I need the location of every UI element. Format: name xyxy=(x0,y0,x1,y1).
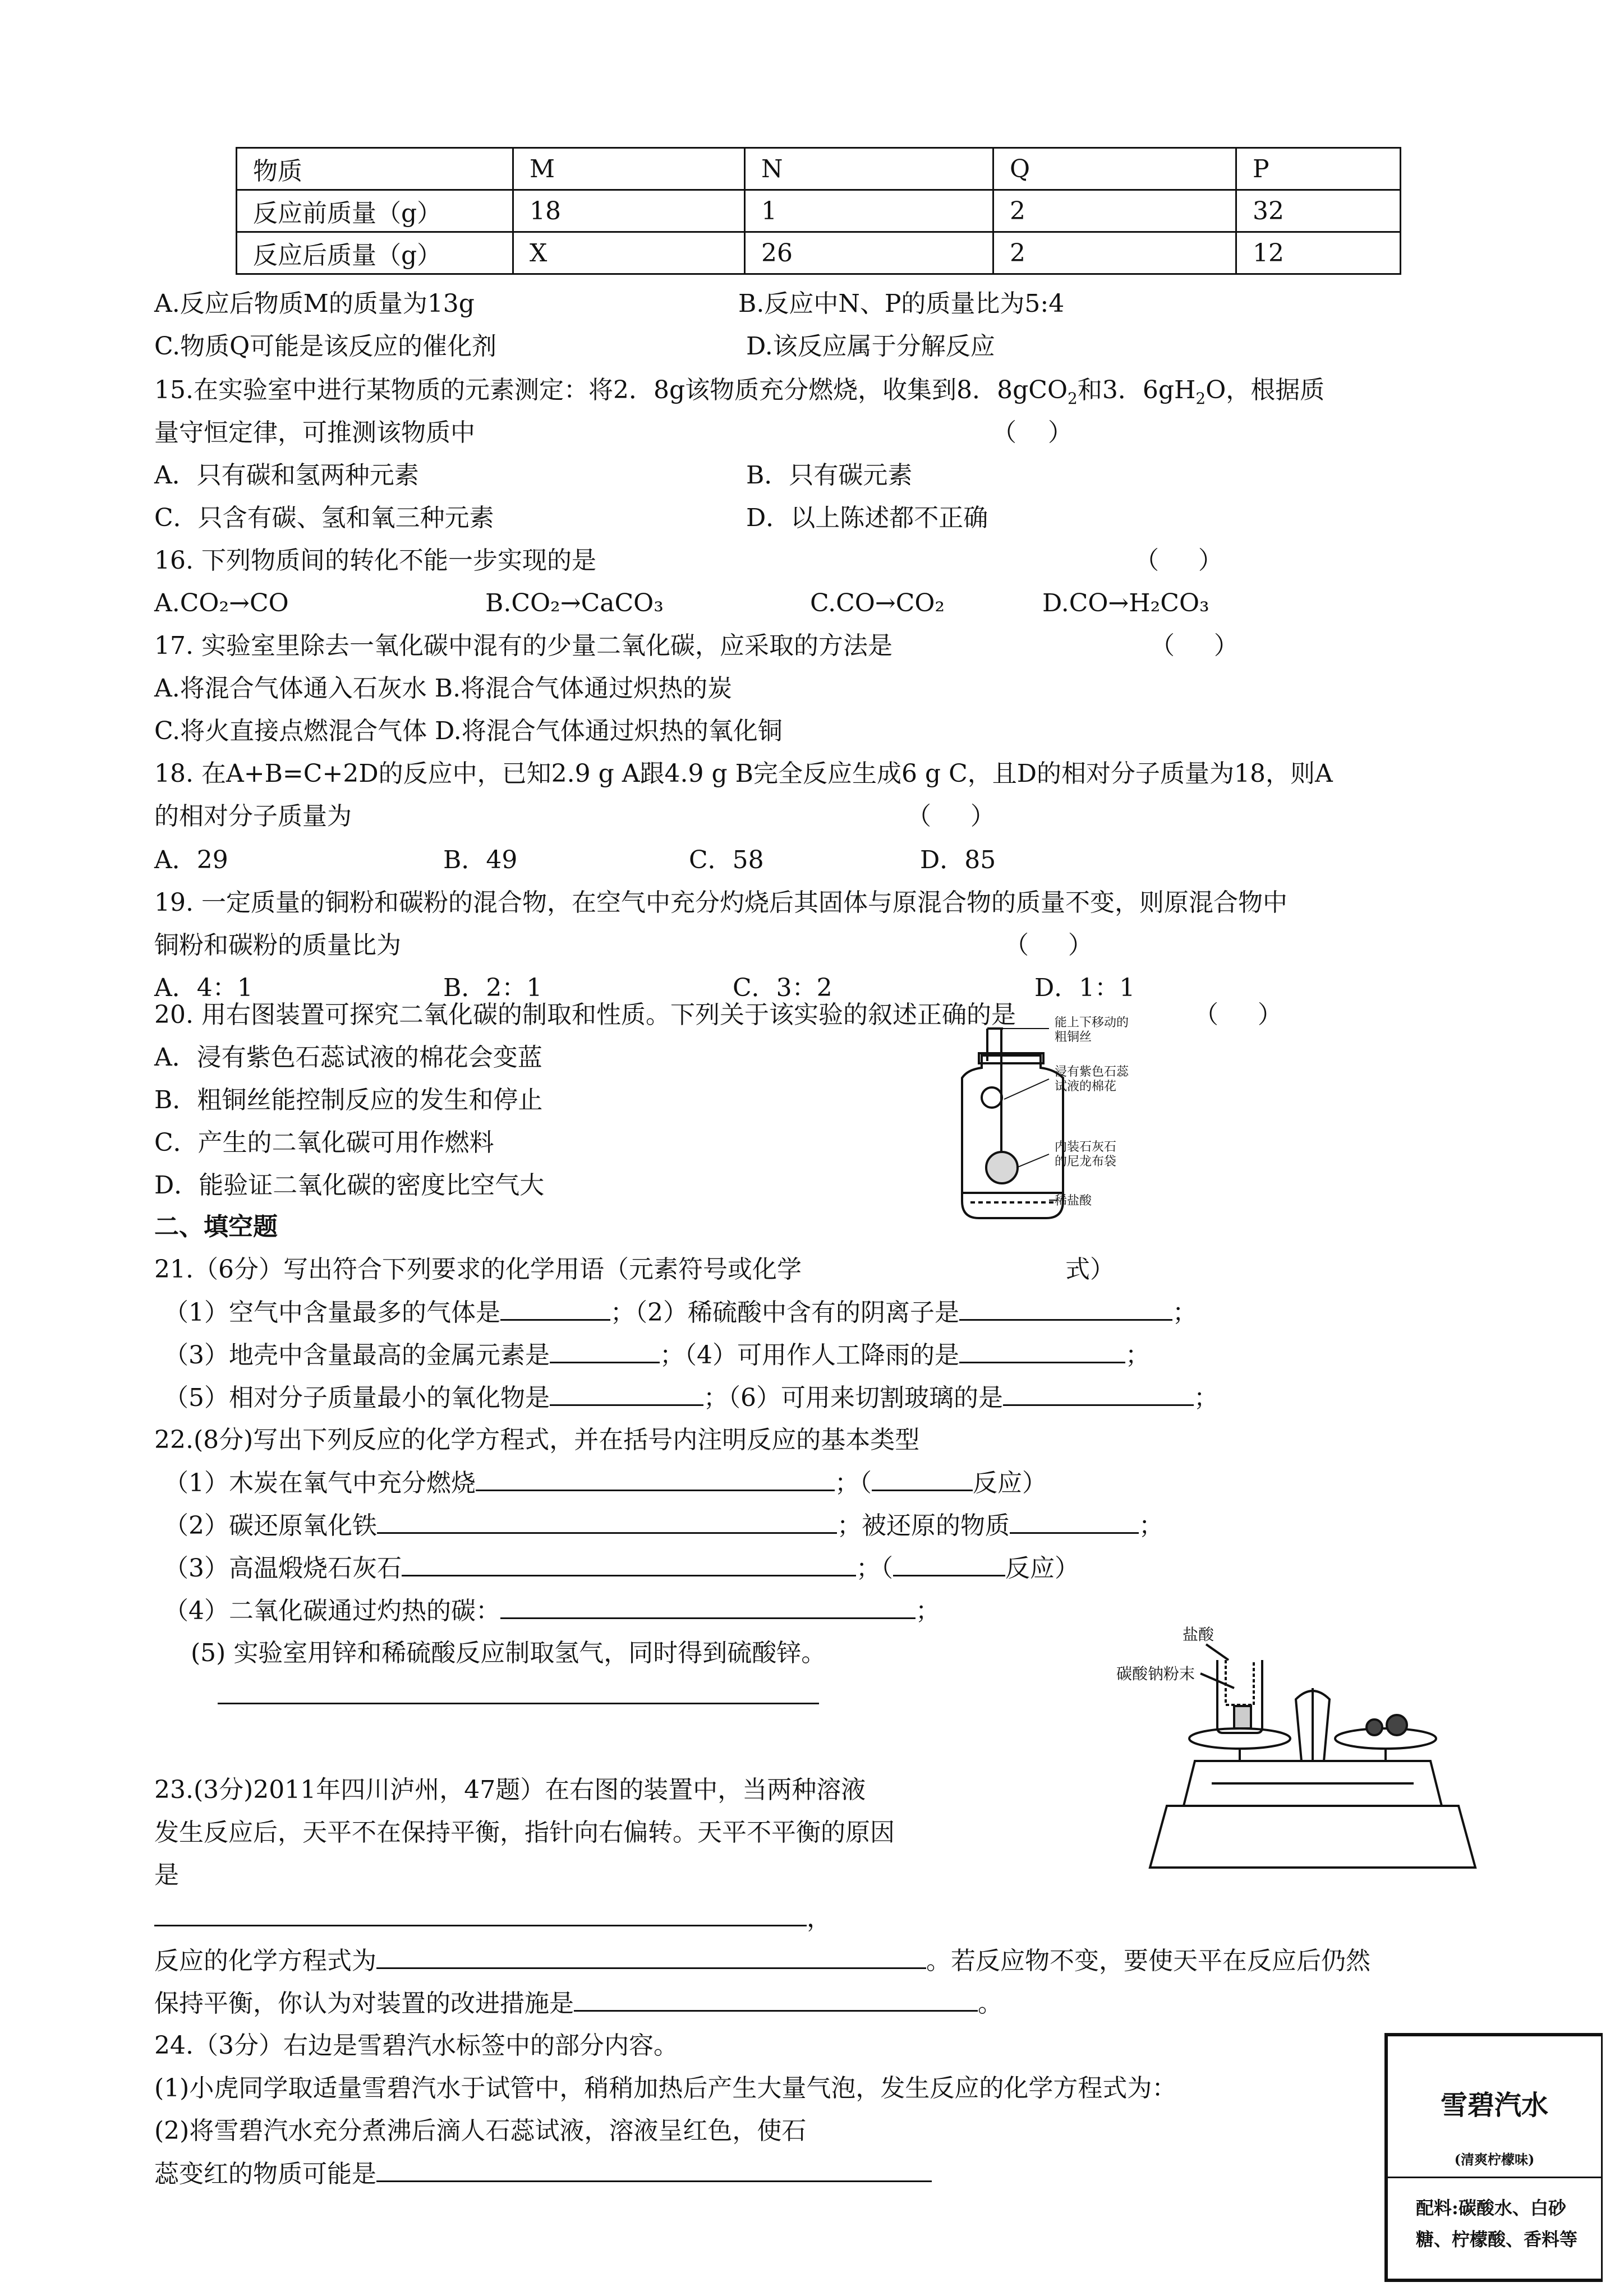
table-cell: 反应前质量（g） xyxy=(237,190,513,232)
table-cell: N xyxy=(745,148,993,190)
q14-option-d: D.该反应属于分解反应 xyxy=(746,332,995,361)
sprite-label-box xyxy=(1384,2033,1603,2282)
q14-option-c: C.物质Q可能是该反应的催化剂 xyxy=(154,332,497,361)
table-cell: 18 xyxy=(513,190,745,232)
q16-option-d: D.CO→H₂CO₃ xyxy=(1042,589,1209,617)
answer-blank[interactable] xyxy=(959,1297,1172,1321)
answer-blank[interactable] xyxy=(402,1552,856,1576)
answer-blank[interactable] xyxy=(500,1297,610,1321)
q23-line3: 是 xyxy=(154,1861,179,1889)
answer-blank[interactable] xyxy=(476,1467,835,1491)
q16-option-b: B.CO₂→CaCO₃ xyxy=(485,589,664,617)
q18-option-c: C．58 xyxy=(689,846,764,874)
q24-line1: 24.（3分）右边是雪碧汽水标签中的部分内容。 xyxy=(154,2031,678,2060)
fig-label: 内装石灰石 xyxy=(1055,1140,1117,1154)
q14-option-b: B.反应中N、P的质量比为5:4 xyxy=(738,289,1065,318)
mass-table xyxy=(236,147,1401,275)
answer-blank[interactable] xyxy=(959,1339,1125,1363)
q23-line4: 反应的化学方程式为 。若反应物不变，要使天平在反应后仍然 xyxy=(154,1945,1370,1977)
q18-stem-line1: 18. 在A+B=C+2D的反应中，已知2.9 g A跟4.9 g B完全反应生成6 g C，且D的相对分子质量为18，则A xyxy=(154,759,1333,788)
q22-line2: （2）碳还原氧化铁 ；被还原的物质 ； xyxy=(164,1510,1163,1542)
fig-label: 盐酸 xyxy=(1183,1626,1214,1644)
table-cell: X xyxy=(513,232,745,274)
answer-blank[interactable] xyxy=(574,1988,978,2012)
q15-option-b: B．只有碳元素 xyxy=(746,461,913,490)
q22-line4: （4）二氧化碳通过灼热的碳： ； xyxy=(164,1595,940,1627)
q19-option-d: D．1：1 xyxy=(1034,974,1135,1002)
q19-answer-paren[interactable]: （ ） xyxy=(1004,931,1093,960)
answer-blank[interactable] xyxy=(154,1902,807,1926)
q21-stem: 21.（6分）写出符合下列要求的化学用语（元素符号或化学 式） xyxy=(154,1255,1115,1284)
q20-option-a: A．浸有紫色石蕊试液的棉花会变蓝 xyxy=(154,1043,542,1072)
label-subtitle: (清爽柠檬味) xyxy=(1454,2151,1535,2168)
table-cell: 32 xyxy=(1236,190,1401,232)
q20-option-c: C．产生的二氧化碳可用作燃料 xyxy=(154,1128,494,1157)
fig-label: 稀盐酸 xyxy=(1055,1193,1092,1207)
table-cell: 1 xyxy=(745,190,993,232)
table-cell: 26 xyxy=(745,232,993,274)
q19-stem-line2: 铜粉和碳粉的质量比为 xyxy=(154,931,401,960)
answer-blank[interactable] xyxy=(1010,1510,1139,1534)
q15-stem-line1: 15.在实验室中进行某物质的元素测定：将2．8g该物质充分燃烧，收集到8．8gCO$_2$和3．$6gH_2O$，根据质 xyxy=(154,376,1325,408)
q20-option-b: B．粗铜丝能控制反应的发生和停止 xyxy=(154,1086,543,1114)
q23-line4-pre: ， xyxy=(154,1902,831,1934)
table-cell: Q xyxy=(993,148,1236,190)
fig-label: 能上下移动的 xyxy=(1055,1016,1129,1029)
fig-label: 浸有紫色石蕊 xyxy=(1055,1064,1129,1078)
q20-stem: 20. 用右图装置可探究二氧化碳的制取和性质。下列关于该实验的叙述正确的是 xyxy=(154,1001,1016,1029)
q18-option-d: D．85 xyxy=(920,846,996,874)
q22-line5: (5) 实验室用锌和稀硫酸反应制取氢气，同时得到硫酸锌。 xyxy=(191,1639,826,1667)
q15-option-d: D．以上陈述都不正确 xyxy=(746,504,988,532)
table-cell: 反应后质量（g） xyxy=(237,232,513,274)
q20-answer-paren[interactable]: （ ） xyxy=(1194,1001,1282,1029)
q24-line2: (1)小虎同学取适量雪碧汽水于试管中，稍稍加热后产生大量气泡，发生反应的化学方程式为： xyxy=(154,2074,1177,2103)
q22-line3: （3）高温煅烧石灰石 ；（ 反应） xyxy=(164,1552,1079,1584)
q24-line4: 蕊变红的物质可能是 xyxy=(154,2158,932,2190)
answer-blank[interactable] xyxy=(893,1552,1005,1576)
q21-line1: （1）空气中含量最多的气体是 ；（2）稀硫酸中含有的阴离子是 ； xyxy=(164,1297,1197,1329)
section-heading: 二、填空题 xyxy=(154,1212,278,1241)
q17-options-ab: A.将混合气体通入石灰水 B.将混合气体通过炽热的炭 xyxy=(154,674,733,703)
answer-blank[interactable] xyxy=(872,1467,973,1491)
fig-label: 的尼龙布袋 xyxy=(1055,1154,1117,1168)
q18-option-b: B．49 xyxy=(443,846,518,874)
q17-options-cd: C.将火直接点燃混合气体 D.将混合气体通过炽热的氧化铜 xyxy=(154,717,783,745)
answer-blank[interactable] xyxy=(218,1680,819,1704)
table-cell: M xyxy=(513,148,745,190)
label-divider xyxy=(1388,2177,1601,2178)
balance-scale-diagram xyxy=(1116,1621,1481,1879)
answer-blank[interactable] xyxy=(550,1382,703,1406)
q22-stem: 22.(8分)写出下列反应的化学方程式，并在括号内注明反应的基本类型 xyxy=(154,1426,920,1454)
q23-line2: 发生反应后，天平不在保持平衡，指针向右偏转。天平不平衡的原因 xyxy=(154,1818,895,1847)
q15-option-c: C．只含有碳、氢和氧三种元素 xyxy=(154,504,494,532)
label-ingredients: 配料:碳酸水、白砂糖、柠檬酸、香料等 xyxy=(1416,2197,1578,2250)
q19-option-a: A．4：1 xyxy=(154,974,253,1002)
q19-stem-line1: 19. 一定质量的铜粉和碳粉的混合物，在空气中充分灼烧后其固体与原混合物的质量不变，则原混合物中 xyxy=(154,888,1287,917)
q17-stem: 17. 实验室里除去一氧化碳中混有的少量二氧化碳，应采取的方法是 xyxy=(154,631,892,660)
answer-blank[interactable] xyxy=(376,2158,932,2182)
fig-label: 试液的棉花 xyxy=(1055,1079,1117,1093)
q16-answer-paren[interactable]: （ ） xyxy=(1134,546,1223,575)
table-cell: 2 xyxy=(993,190,1236,232)
q15-stem-line2: 量守恒定律，可推测该物质中 xyxy=(154,418,475,447)
table-cell: 2 xyxy=(993,232,1236,274)
answer-blank[interactable] xyxy=(1003,1382,1194,1406)
fig-label: 粗铜丝 xyxy=(1055,1030,1092,1044)
q18-option-a: A．29 xyxy=(154,846,228,874)
table-cell: P xyxy=(1236,148,1401,190)
co2-apparatus-diagram xyxy=(948,1016,1184,1229)
answer-blank[interactable] xyxy=(500,1595,915,1619)
q19-option-b: B．2：1 xyxy=(443,974,542,1002)
table-header-row xyxy=(237,148,1401,190)
table-row xyxy=(237,232,1401,274)
q20-option-d: D．能验证二氧化碳的密度比空气大 xyxy=(154,1171,545,1200)
table-cell: 12 xyxy=(1236,232,1401,274)
q18-answer-paren[interactable]: （ ） xyxy=(907,802,995,831)
q16-option-a: A.CO₂→CO xyxy=(154,589,289,617)
label-title: 雪碧汽水 xyxy=(1440,2090,1548,2121)
q21-line2: （3）地壳中含量最高的金属元素是 ；（4）可用作人工降雨的是 ； xyxy=(164,1339,1150,1371)
q22-line1: （1）木炭在氧气中充分燃烧 ；（ 反应） xyxy=(164,1467,1047,1499)
q19-option-c: C．3：2 xyxy=(733,974,832,1002)
fig-label: 碳酸钠粉末 xyxy=(1116,1666,1195,1683)
table-cell: 物质 xyxy=(237,148,513,190)
q17-answer-paren[interactable]: （ ） xyxy=(1150,631,1239,660)
answer-blank[interactable] xyxy=(376,1945,926,1969)
q16-option-c: C.CO→CO₂ xyxy=(810,589,945,617)
q18-stem-line2: 的相对分子质量为 xyxy=(154,802,352,831)
q15-option-a: A．只有碳和氢两种元素 xyxy=(154,461,419,490)
q15-answer-paren[interactable]: （ ） xyxy=(992,418,1073,447)
q14-option-a: A.反应后物质M的质量为13g xyxy=(154,289,475,318)
q21-line3: （5）相对分子质量最小的氧化物是 ；（6）可用来切割玻璃的是 ； xyxy=(164,1382,1218,1414)
q16-stem: 16. 下列物质间的转化不能一步实现的是 xyxy=(154,546,596,575)
q23-line5: 保持平衡，你认为对装置的改进措施是 。 xyxy=(154,1988,1002,2020)
table-row xyxy=(237,190,1401,232)
answer-blank[interactable] xyxy=(550,1339,660,1363)
q24-line3: (2)将雪碧汽水充分煮沸后滴人石蕊试液，溶液呈红色，使石 xyxy=(154,2117,807,2145)
q23-line1: 23.(3分)2011年四川泸州，47题）在右图的装置中，当两种溶液 xyxy=(154,1776,866,1804)
answer-blank[interactable] xyxy=(377,1510,837,1534)
